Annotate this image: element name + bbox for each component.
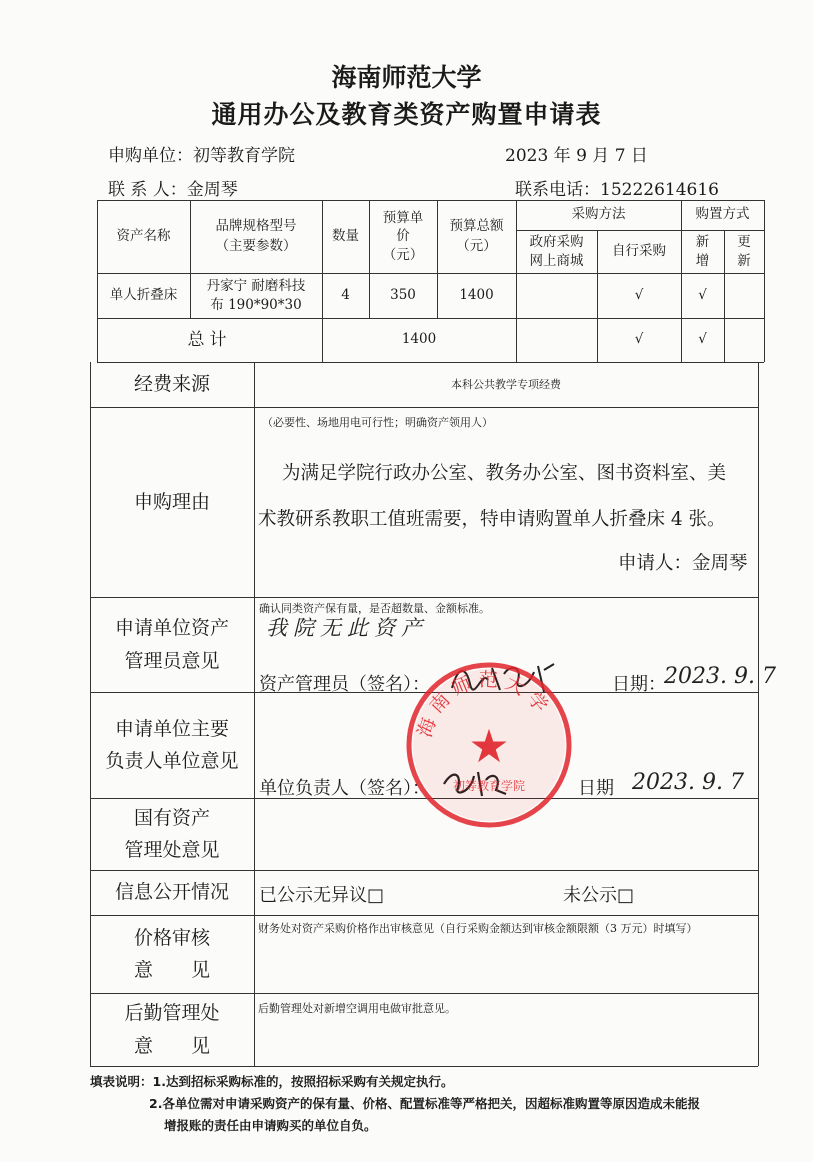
reason-hint: （必要性、场地用电可行性；明确资产领用人） (262, 416, 493, 429)
header-gov-mall-line1: 政府采购 (529, 234, 584, 251)
unit-leader-label-line2: 负责人单位意见 (105, 750, 239, 772)
row-quantity: 4 (341, 286, 350, 303)
asset-admin-date-label: 日期： (612, 674, 666, 695)
logistics-label (90, 993, 254, 1066)
application-date: 2023 年 9 月 7 日 (505, 146, 648, 166)
state-asset-label-line2: 管理处意见 (124, 839, 220, 861)
total-amount: 1400 (401, 331, 437, 348)
reason-line1: 为满足学院行政办公室、教务办公室、图书资料室、美 (282, 463, 727, 484)
header-gov-mall (516, 230, 597, 273)
header-unit-budget-line2: 价 (396, 228, 410, 245)
header-unit-budget (369, 200, 437, 273)
total-new-check: √ (698, 331, 707, 348)
note-line2: 2.各单位需对申请采购资产的保有量、价格、配置标准等严格把关，因超标准购置等原因造成未能报 (149, 1096, 700, 1111)
header-total-budget-line2: （元） (456, 237, 497, 254)
header-purchase-method: 采购方法 (571, 206, 626, 223)
row-total: 1400 (459, 286, 494, 303)
logistics-label-line2: 意 见 (133, 1034, 210, 1057)
header-spec-line2: （主要参数） (215, 237, 297, 254)
header-total-budget-line1: 预算总额 (449, 217, 504, 234)
row-asset-name: 单人折叠床 (109, 286, 178, 303)
stamp-star: ★ (468, 719, 510, 773)
header-new-line2: 增 (695, 252, 710, 269)
contact-phone: 联系电话：15222614616 (515, 180, 719, 200)
header-purchase-mode: 购置方式 (695, 206, 750, 223)
disclosure-option-unpublished[interactable]: 未公示□ (563, 885, 635, 906)
applicant-unit: 申购单位：初等教育学院 (108, 146, 295, 166)
unit-leader-label-line1: 申请单位主要 (114, 717, 229, 740)
header-total-budget (437, 200, 516, 273)
header-renew-line2: 新 (737, 252, 751, 269)
funding-value: 本科公共教学专项经费 (451, 377, 561, 391)
header-gov-mall-line2: 网上商城 (529, 252, 584, 269)
stamp-bottom-text: 初等教育学院 (452, 779, 526, 793)
reason-applicant: 申请人：金周琴 (618, 553, 748, 574)
row-new-check: √ (698, 286, 707, 303)
price-review-label-line1: 价格审核 (133, 926, 210, 949)
contact-person: 联 系 人：金周琴 (108, 180, 238, 200)
row-spec-line2: 布 190*90*30 (210, 296, 302, 313)
unit-leader-label (90, 692, 254, 798)
asset-admin-label (90, 597, 254, 692)
header-self-purchase: 自行采购 (612, 242, 666, 259)
price-review-label-line2: 意 见 (133, 959, 210, 981)
row-spec (190, 273, 322, 318)
funding-label: 经费来源 (133, 373, 210, 396)
header-asset-name: 资产名称 (116, 227, 171, 244)
logistics-hint: 后勤管理处对新增空调用电做审批意见。 (258, 1002, 456, 1015)
unit-leader-date-label: 日期 (578, 778, 614, 799)
reason-line2: 术教研系教职工值班需要，特申请购置单人折叠床 4 张。 (258, 509, 726, 530)
header-new (681, 230, 724, 273)
unit-leader-date-handwritten: 2023. 9. 7 (632, 770, 744, 795)
header-renew (724, 230, 764, 273)
header-spec (190, 200, 322, 273)
note-line3: 增报账的责任由申请购买的单位自负。 (164, 1118, 377, 1133)
official-stamp (404, 660, 574, 834)
header-new-line1: 新 (695, 234, 710, 251)
header-unit-budget-line1: 预算单 (382, 210, 424, 227)
asset-admin-sign-label: 资产管理员（签名）： (259, 674, 430, 695)
row-gov-mall (516, 273, 597, 318)
doc-title-form: 通用办公及教育类资产购置申请表 (211, 100, 602, 129)
row-renew-check (724, 273, 764, 318)
disclosure-label: 信息公开情况 (114, 881, 229, 904)
header-spec-line1: 品牌规格型号 (215, 217, 297, 234)
red-seal-icon (404, 660, 574, 830)
stamp-arc-text: 海南师范大学 (413, 668, 556, 741)
asset-admin-label-line1: 申请单位资产 (114, 617, 229, 640)
price-review-hint: 财务处对资产采购价格作出审核意见（自行采购金额达到审核金额限额（3 万元）时填写） (258, 922, 698, 935)
asset-admin-handwritten-opinion: 我院无此资产 (266, 616, 428, 640)
unit-leader-sign-label: 单位负责人（签名）： (259, 778, 430, 799)
price-review-label (90, 915, 254, 993)
asset-admin-label-line2: 管理员意见 (124, 649, 220, 672)
asset-admin-date-handwritten: 2023. 9. 7 (664, 664, 776, 689)
doc-title-university: 海南师范大学 (331, 63, 482, 92)
total-label: 总计 (187, 329, 232, 350)
header-quantity: 数量 (332, 227, 359, 244)
reason-label: 申购理由 (133, 490, 210, 513)
header-unit-budget-line3: （元） (382, 246, 424, 263)
row-self-purchase-check: √ (634, 286, 644, 303)
row-unit-price: 350 (390, 286, 416, 303)
logistics-label-line1: 后勤管理处 (124, 1002, 220, 1025)
row-spec-line1: 丹家宁 耐磨科技 (206, 278, 306, 295)
disclosure-option-published[interactable]: 已公示无异议□ (259, 885, 385, 906)
state-asset-label (90, 798, 254, 870)
note-line1: 填表说明：1.达到招标采购标准的，按照招标采购有关规定执行。 (90, 1074, 454, 1089)
header-renew-line1: 更 (737, 234, 751, 251)
asset-admin-hint: 确认同类资产保有量，是否超数量、金额标准。 (259, 602, 490, 615)
state-asset-label-line1: 国有资产 (133, 806, 210, 829)
total-self-purchase-check: √ (634, 331, 644, 348)
